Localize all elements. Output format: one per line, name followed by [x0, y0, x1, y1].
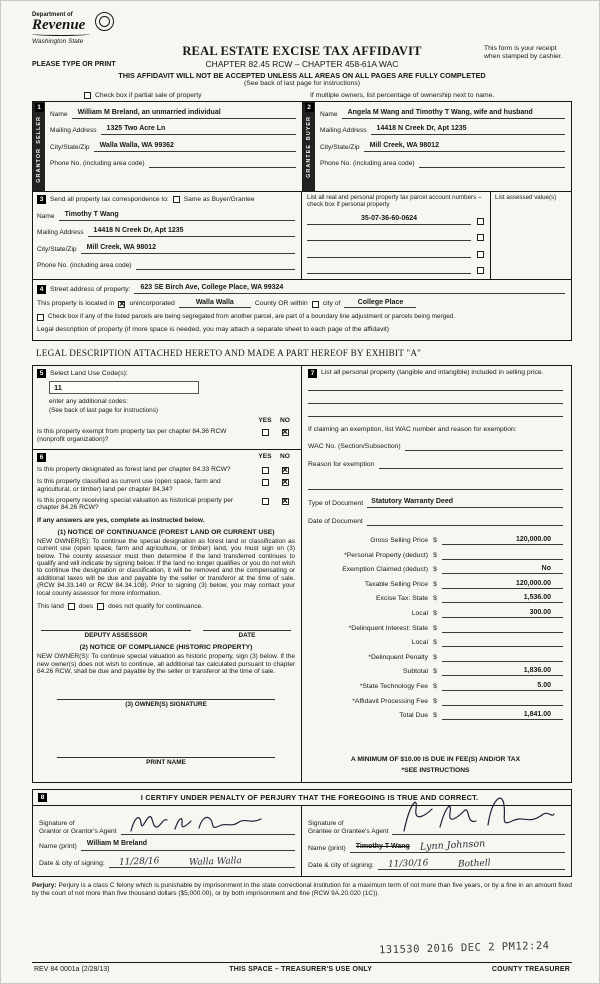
dollar-sign: $	[433, 639, 437, 647]
date-of-document-field[interactable]	[367, 516, 563, 526]
tax-exempt-question: Is this property exempt from property tax per chapter 84.36 RCW (nonprofit organization)?	[37, 428, 227, 443]
perjury-body: Perjury is a class C felony which is punishable by imprisonment in the state correctional institution for a maximum term of not more than five years, or by a fine in an amount fixed by the court of not more than five thousand dollars ($5,000.00), or by both imprisonment and fine (RCW 9A.20.020 (1C)).	[32, 882, 572, 897]
grantee-signing-city: Bothell	[458, 858, 491, 870]
date-city-label: Date & city of signing:	[39, 860, 105, 868]
dor-logo	[32, 12, 114, 45]
does-label: does	[78, 603, 94, 611]
dollar-sign: $	[433, 537, 437, 544]
state-technology-fee-field[interactable]: 5.00	[442, 682, 563, 691]
located-in-label: This property is located in	[37, 300, 115, 308]
land-use-code-field[interactable]: 11	[49, 381, 199, 394]
same-as-buyer-label: Same as Buyer/Grantee	[183, 196, 255, 203]
notice-compliance-body: NEW OWNER(S): To continue special valuation as historic property, sign (3) below. If the new owner(s) does not wish to continue, all additional tax calculated pursuant to chapter 84.26 RCW, shall be due and payable by the seller or transferor at the time of sale.	[37, 653, 295, 675]
personal-property-line[interactable]	[308, 404, 563, 417]
grantor-date-city-field[interactable]	[109, 856, 295, 868]
section-5-number: 5	[37, 369, 46, 378]
seller-section	[33, 102, 302, 191]
seller-name-field[interactable]: William M Breland, an unmarried individual	[72, 109, 296, 119]
phone-label: Phone No. (including area code)	[320, 160, 415, 167]
mailing-address-label: Mailing Address	[37, 229, 84, 236]
no-header: NO	[280, 417, 290, 425]
forest-yes-checkbox[interactable]	[262, 467, 269, 474]
personal-property-checkbox[interactable]	[477, 218, 484, 225]
grantee-name-struck: Timothy T Wang	[355, 843, 410, 851]
money-label: *Delinquent Penalty	[368, 653, 428, 661]
yes-header: YES	[258, 453, 272, 461]
name-print-label: Name (print)	[308, 845, 346, 853]
unincorporated-checkbox[interactable]	[118, 301, 125, 308]
unincorporated-label: unincorporated	[129, 300, 175, 308]
type-of-document-field[interactable]: Statutory Warranty Deed	[367, 498, 563, 508]
money-label: Total Due	[399, 712, 428, 720]
perjury-note	[32, 882, 572, 897]
mailing-address-label: Mailing Address	[320, 127, 367, 134]
top-row	[32, 92, 572, 99]
section-6-number: 6	[37, 453, 46, 462]
section-8-number: 8	[38, 793, 47, 802]
money-label: Excise Tax: State	[375, 595, 428, 603]
county-treasurer-label: COUNTY TREASURER	[491, 966, 570, 973]
deputy-assessor-label: DEPUTY ASSESSOR	[84, 632, 148, 640]
grantee-signing-date: 11/30/16	[387, 858, 429, 871]
money-label: Local	[411, 639, 428, 647]
if-yes-note: If any answers are yes, complete as instructed below.	[37, 516, 205, 524]
buyer-mailing-field[interactable]: 14418 N Creek Dr, Apt 1235	[371, 125, 565, 135]
land-does-not-checkbox[interactable]	[97, 603, 104, 610]
grantor-signing-city: Walla Walla	[189, 856, 243, 869]
name-label: Name	[37, 212, 55, 220]
chapter-line: CHAPTER 82.45 RCW – CHAPTER 458-61A WAC	[205, 59, 399, 69]
section-5-land-use	[33, 366, 301, 450]
state-seal-icon	[95, 12, 114, 31]
form-header	[32, 12, 572, 90]
same-as-buyer-checkbox[interactable]	[173, 196, 180, 203]
personal-property-checkbox[interactable]	[477, 251, 484, 258]
notice-continuance-body: NEW OWNER(S): To continue the special designation as forest land or classification as current use (open space, farm and agriculture, or timber) land, you must sign on (3) below. The county assessor must then determine if the land transferred continues to qualify and will indicate by signing below. If the land no longer qualifies or you do not wish to continue the designation or classification, it will be removed and the compensating or additional taxes will be due and payable by the seller or transferor at the time of sale. (RCW 84.33.140 or RCW 84.34.108). Prior to signing (3) below, you may contact your local county assessor for more information.	[37, 537, 295, 597]
notice-compliance-title: (2) NOTICE OF COMPLIANCE (HISTORIC PROPERTY)	[79, 644, 253, 652]
county-or-within-label: County OR within	[254, 300, 308, 308]
dollar-sign: $	[433, 580, 437, 588]
dollar-sign: $	[433, 682, 437, 690]
delinquent-interest-state-field[interactable]	[442, 624, 563, 633]
street-address-field[interactable]: 623 SE Birch Ave, College Place, WA 99324	[134, 284, 565, 294]
exemption-intro: If claiming an exemption, list WAC number and reason for exemption:	[308, 426, 517, 434]
dollar-sign: $	[433, 697, 437, 705]
land-use-code-label: Select Land Use Code(s):	[50, 370, 128, 378]
parcel-number-field[interactable]: 35-07-36-60-0624	[307, 215, 471, 225]
dollar-sign: $	[433, 712, 437, 720]
forest-no-checkbox[interactable]	[282, 467, 289, 474]
form-title: REAL ESTATE EXCISE TAX AFFIDAVIT	[182, 44, 422, 58]
reason-label: Reason for exemption	[308, 461, 375, 469]
forest-land-question: Is this property designated as forest land per chapter 84.33 RCW?	[37, 466, 231, 474]
section-4-number: 4	[37, 285, 46, 294]
total-due-field[interactable]: 1,841.00	[442, 711, 563, 720]
subtotal-field[interactable]: 1,836.00	[442, 667, 563, 676]
mailing-address-label: Mailing Address	[50, 127, 97, 134]
tax-exempt-yes-checkbox[interactable]	[262, 429, 269, 436]
certify-statement: I CERTIFY UNDER PENALTY OF PERJURY THAT THE FOREGOING IS TRUE AND CORRECT.	[140, 793, 479, 803]
yes-header: YES	[258, 417, 272, 425]
date-label: DATE	[238, 632, 256, 640]
land-does-checkbox[interactable]	[68, 603, 75, 610]
correspondence-name-field[interactable]: Timothy T Wang	[59, 211, 295, 221]
affidavit-processing-fee-field[interactable]	[442, 697, 563, 706]
buyer-role-label: BUYER	[306, 116, 312, 141]
owners-signature-label: (3) OWNER(S) SIGNATURE	[125, 701, 207, 709]
date-of-document-label: Date of Document	[308, 518, 363, 526]
parcel-header: List all real and personal property tax parcel account numbers – check box if personal property	[307, 194, 482, 209]
personal-property-deduct-field[interactable]	[442, 551, 563, 560]
current-use-question: Is this property classified as current use (open space, farm and agricultural, or timber) land per chapter 84.34?	[37, 478, 221, 493]
partial-sale-checkbox[interactable]	[84, 92, 91, 99]
left-column	[33, 366, 302, 782]
see-back-note: (See back of last page for instructions)	[49, 407, 159, 415]
buyer-phone-field[interactable]	[419, 158, 565, 168]
reason-field[interactable]	[379, 459, 564, 469]
correspondence-phone-field[interactable]	[136, 260, 295, 270]
tax-correspondence-section	[33, 192, 302, 279]
buyer-side-strip	[303, 102, 315, 191]
gross-selling-price-field[interactable]: 120,000.00	[442, 536, 563, 545]
personal-property-label: List all personal property (tangible and intangible) included in selling price.	[321, 369, 544, 377]
seller-role-label: SELLER	[36, 116, 42, 144]
street-address-label: Street address of property:	[50, 286, 131, 294]
grantor-agent-label: Grantor or Grantor's Agent	[39, 827, 117, 835]
grantee-role-label: GRANTEE	[306, 144, 312, 179]
name-label: Name	[320, 110, 338, 118]
property-location-section	[33, 280, 571, 340]
signature-of-label: Signature of	[308, 820, 344, 828]
deputy-date-line[interactable]	[203, 620, 291, 631]
partial-sale-label: Check box if partial sale of property	[95, 92, 202, 99]
excise-tax-state-field[interactable]: 1,536.00	[442, 594, 563, 603]
legal-description-label: Legal description of property (if more space is needed, you may attach a separate sheet to each page of the affidavit)	[37, 326, 390, 334]
personal-property-line[interactable]	[308, 378, 563, 391]
cashier-date-stamp: 131530 2016 DEC 2 PM12:24	[379, 939, 551, 957]
city-of-label: city of	[322, 300, 341, 308]
exemption-claimed-field[interactable]: No	[442, 565, 563, 574]
city-state-zip-label: City/State/Zip	[37, 245, 77, 253]
seller-side-strip	[33, 102, 45, 191]
grantor-printed-name-field[interactable]: William M Breland	[81, 840, 295, 851]
signature-of-label: Signature of	[39, 820, 75, 828]
buyer-city-field[interactable]: Mill Creek, WA 98012	[364, 142, 565, 152]
this-land-label: This land	[37, 603, 64, 611]
grantor-signing-date: 11/28/16	[118, 856, 160, 869]
assessed-values-header: List assessed value(s)	[495, 194, 557, 201]
no-header: NO	[280, 453, 290, 461]
grantee-agent-label: Grantee or Grantee's Agent	[308, 827, 389, 835]
additional-codes-label: enter any additional codes:	[49, 398, 128, 406]
dollar-sign: $	[433, 668, 437, 676]
buyer-section	[302, 102, 571, 191]
minimum-fee-note: A MINIMUM OF $10.00 IS DUE IN FEE(S) AND/OR TAX	[350, 756, 521, 764]
parcel-number-field[interactable]	[307, 231, 471, 241]
county-field[interactable]: Walla Walla	[179, 299, 251, 308]
wac-number-field[interactable]	[405, 441, 563, 451]
section-3-number: 3	[37, 195, 46, 204]
grantee-printed-name-field[interactable]	[350, 840, 565, 853]
certification-section	[32, 789, 572, 877]
print-name-line[interactable]	[57, 747, 275, 758]
correspondence-city-field[interactable]: Mill Creek, WA 98012	[81, 244, 295, 254]
perjury-label: Perjury:	[32, 882, 57, 890]
delinquent-interest-local-field[interactable]	[442, 638, 563, 647]
dollar-sign: $	[433, 653, 437, 661]
logo-revenue: Revenue	[32, 18, 90, 36]
grantor-signature-icon	[125, 811, 265, 837]
form-footer	[32, 962, 572, 973]
grantee-signature-block	[302, 806, 571, 876]
name-print-label: Name (print)	[39, 843, 77, 851]
money-label: Gross Selling Price	[370, 537, 428, 544]
assessed-values-column	[491, 192, 571, 279]
tax-computation-table	[308, 530, 563, 720]
money-label: Taxable Selling Price	[364, 580, 428, 588]
segregated-checkbox[interactable]	[37, 314, 44, 321]
grantor-role-label: GRANTOR	[36, 147, 42, 183]
personal-property-checkbox[interactable]	[477, 234, 484, 241]
legal-description-typed-text: LEGAL DESCRIPTION ATTACHED HERETO AND MADE A PART HEREOF BY EXHIBIT "A"	[36, 348, 422, 359]
dollar-sign: $	[433, 595, 437, 603]
dollar-sign: $	[433, 551, 437, 559]
print-name-label: PRINT NAME	[146, 759, 186, 767]
correspondence-mailing-field[interactable]: 14418 N Creek Dr, Apt 1235	[88, 227, 295, 237]
parties-property-block	[32, 101, 572, 341]
personal-property-checkbox[interactable]	[477, 267, 484, 274]
taxable-selling-price-field[interactable]: 120,000.00	[442, 580, 563, 589]
excise-tax-local-field[interactable]: 300.00	[442, 609, 563, 618]
current-use-yes-checkbox[interactable]	[262, 479, 269, 486]
grantee-name-handwritten: Lynn Johnson	[419, 838, 486, 854]
city-field[interactable]: College Place	[344, 299, 416, 308]
city-state-zip-label: City/State/Zip	[50, 143, 90, 151]
warning-line: THIS AFFIDAVIT WILL NOT BE ACCEPTED UNLESS ALL AREAS ON ALL PAGES ARE FULLY COMPLETED	[118, 71, 486, 80]
parcel-section	[302, 192, 571, 279]
money-label: Subtotal	[403, 668, 428, 676]
money-label: Exemption Claimed (deduct)	[342, 566, 428, 574]
use-codes-and-tax-block	[32, 365, 572, 783]
deputy-assessor-signature-line[interactable]	[41, 620, 191, 631]
form-revision-number: REV 84 0001a (2/28/13)	[34, 966, 110, 973]
dollar-sign: $	[433, 609, 437, 617]
dor-logo-text	[32, 12, 90, 45]
historic-no-checkbox[interactable]	[282, 498, 289, 505]
city-of-checkbox[interactable]	[312, 301, 319, 308]
parcel-number-field[interactable]	[307, 248, 471, 258]
historic-property-question: Is this property receiving special valuation as historical property per chapter 84.26 RCW?	[37, 497, 234, 512]
seller-phone-field[interactable]	[149, 158, 296, 168]
grantor-signature[interactable]	[121, 810, 296, 835]
section-1-number: 1	[35, 103, 44, 112]
date-city-label: Date & city of signing:	[308, 862, 374, 870]
reason-extra-line[interactable]	[308, 477, 563, 490]
dollar-sign: $	[433, 624, 437, 632]
does-not-label: does not qualify for continuance.	[108, 603, 204, 611]
tax-exempt-no-checkbox[interactable]	[282, 429, 289, 436]
money-label: *Personal Property (deduct)	[344, 551, 428, 559]
grantee-date-city-field[interactable]	[378, 858, 565, 870]
delinquent-penalty-field[interactable]	[442, 653, 563, 662]
see-back-note: (See back of last page for instructions)	[244, 80, 360, 87]
phone-label: Phone No. (including area code)	[50, 160, 145, 167]
logo-department-of: Department of	[32, 12, 73, 18]
personal-property-line[interactable]	[308, 391, 563, 404]
money-label: *Delinquent Interest: State	[348, 624, 428, 632]
section-7-number: 7	[308, 369, 317, 378]
multiple-owners-note: If multiple owners, list percentage of ownership next to name.	[310, 92, 495, 99]
please-type-or-print-label: PLEASE TYPE OR PRINT	[32, 61, 116, 68]
money-label: *Affidavit Processing Fee	[352, 697, 428, 705]
wac-label: WAC No. (Section/Subsection)	[308, 443, 401, 451]
seller-city-field[interactable]: Walla Walla, WA 99362	[94, 142, 296, 152]
current-use-no-checkbox[interactable]	[282, 479, 289, 486]
seller-mailing-field[interactable]: 1325 Two Acre Ln	[101, 125, 296, 135]
parcel-numbers-column	[302, 192, 491, 279]
dollar-sign: $	[433, 566, 437, 574]
type-of-document-label: Type of Document	[308, 500, 364, 508]
owners-signature-line[interactable]	[57, 689, 275, 700]
money-label: *State Technology Fee	[359, 682, 428, 690]
historic-yes-checkbox[interactable]	[262, 498, 269, 505]
money-label: Local	[411, 609, 428, 617]
section-2-number: 2	[305, 103, 314, 112]
grantee-signature-icon	[396, 789, 556, 837]
grantee-signature[interactable]	[392, 810, 565, 835]
grantor-signature-block	[33, 806, 302, 876]
name-label: Name	[50, 110, 68, 118]
parcel-number-field[interactable]	[307, 264, 471, 274]
notice-continuance-title: (1) NOTICE OF CONTINUANCE (FOREST LAND OR CURRENT USE)	[57, 528, 275, 536]
city-state-zip-label: City/State/Zip	[320, 143, 360, 151]
section-7-tax-computation	[302, 366, 571, 782]
treasurer-space-label: THIS SPACE – TREASURER'S USE ONLY	[229, 966, 373, 973]
buyer-name-field[interactable]: Angela M Wang and Timothy T Wang, wife and husband	[342, 109, 565, 119]
receipt-note: This form is your receipt when stamped by cashier.	[484, 45, 563, 60]
segregated-label: Check box if any of the listed parcels are being segregated from another parcel, are part of a boundary line adjustment or parcels being merged.	[48, 313, 456, 321]
send-correspondence-label: Send all property tax correspondence to:	[50, 196, 169, 203]
phone-label: Phone No. (including area code)	[37, 262, 132, 269]
see-instructions-note: *SEE INSTRUCTIONS	[401, 767, 470, 775]
section-6-designations	[33, 450, 301, 782]
logo-washington-state: Washington State	[32, 38, 84, 45]
